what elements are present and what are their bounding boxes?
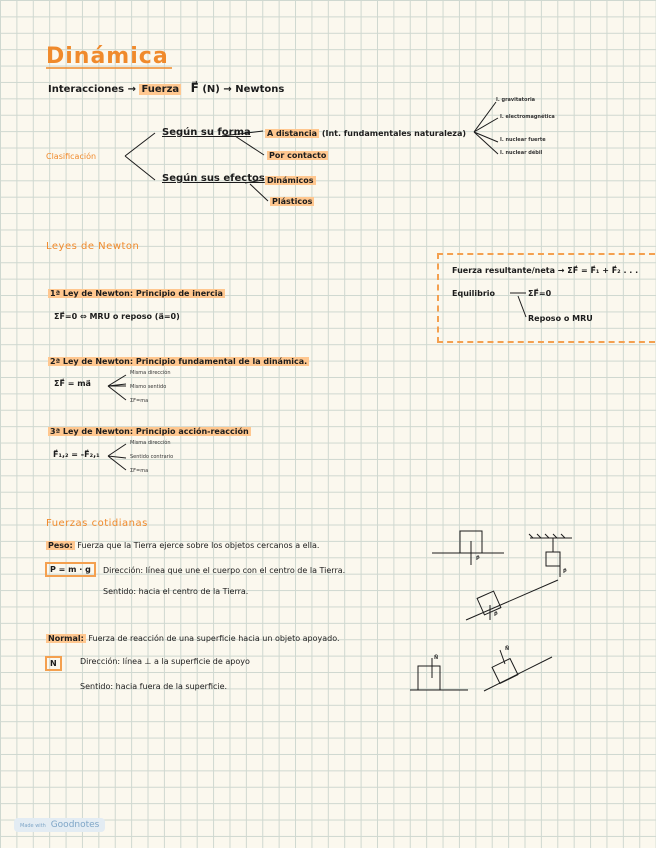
resultant-force-text: Fuerza resultante/neta → ΣF⃗ = F⃗₁ + F⃗₂ . . . (452, 266, 639, 275)
first-law-title-text: 1ª Ley de Newton: Principio de inercia (50, 289, 223, 298)
interaction-brace (474, 102, 498, 154)
intro-keyword: Fuerza (141, 84, 180, 95)
classification-label: Clasificación (46, 152, 97, 161)
third-law-title-text: 3ª Ley de Newton: Principio acción-reacción (50, 427, 249, 436)
first-law-formula: ΣF⃗=0 ⇔ MRU o reposo (a⃗=0) (54, 312, 180, 321)
second-law-formula: ΣF⃗ = ma⃗ (54, 379, 91, 388)
second-law-note-sum: ΣF=ma (130, 398, 149, 404)
interaction-gravitational: I. gravitatoria (496, 97, 536, 103)
by-effects-label: Según sus efectos (162, 173, 265, 184)
distance-label: A distancia (267, 129, 318, 138)
vector-label-p-2: P⃗ (563, 569, 567, 575)
force-symbol: F⃗ (190, 81, 199, 95)
hanging-box (546, 552, 560, 566)
page-title: Dinámica (46, 44, 169, 69)
watermark-prefix: Made with (20, 823, 46, 829)
interaction-weak: I. nuclear débil (500, 150, 543, 156)
equilibrium-label: Equilibrio (452, 289, 496, 298)
weight-sense: Sentido: hacia el centro de la Tierra. (103, 587, 249, 596)
weight-label: Peso: (48, 541, 73, 550)
intro-unit: (N) → Newtons (202, 84, 285, 95)
second-law-title-text: 2ª Ley de Newton: Principio fundamental de la dinámica. (50, 357, 308, 366)
effect-dynamic: Dinámicos (267, 176, 314, 185)
intro-prefix: Interacciones → (48, 84, 136, 95)
third-law-brace (108, 444, 126, 470)
third-law-note-sense: Sentido contrario (130, 454, 174, 460)
arrow-to-dynamic (245, 180, 263, 183)
classification-brace (125, 133, 155, 180)
interaction-electromagnetic: I. electromagnética (500, 114, 555, 120)
incline-1 (466, 580, 558, 620)
effect-plastic: Plásticos (272, 197, 313, 206)
ceiling (529, 534, 572, 538)
rest-label: Reposo o MRU (528, 314, 593, 323)
normal-label: Normal: (48, 634, 84, 643)
normal-sense: Sentido: hacia fuera de la superficie. (80, 682, 228, 691)
arrow-rest (518, 296, 526, 317)
arrow-to-distance (222, 131, 263, 136)
forces-heading: Fuerzas cotidianas (46, 518, 148, 529)
vector-label-p-3: P⃗ (494, 612, 498, 618)
second-law-note-direction: Misma dirección (130, 370, 171, 376)
by-form-label: Según su forma (162, 127, 251, 138)
goodnotes-watermark (14, 818, 105, 832)
normal-symbol-box: N (45, 656, 62, 671)
distance-note: (Int. fundamentales naturaleza) (321, 129, 467, 138)
second-law-note-sense: Mismo sentido (130, 384, 167, 390)
interaction-strong: I. nuclear fuerte (500, 137, 546, 143)
weight-formula-box: P = m · g (45, 562, 96, 577)
third-law-formula: F⃗₁,₂ = -F⃗₂,₁ (53, 450, 100, 459)
watermark-brand: Goodnotes (50, 820, 100, 830)
weight-direction: Dirección: línea que une el cuerpo con el centro de la Tierra. (103, 566, 346, 575)
vector-label-n-2: N⃗ (505, 646, 510, 652)
vector-label-n-1: N⃗ (434, 655, 439, 661)
box-normal-incline (492, 659, 518, 684)
arrow-to-plastic (250, 184, 268, 201)
vector-label-p-1: P⃗ (476, 556, 480, 562)
second-law-brace (108, 375, 126, 400)
box-normal-flat (418, 666, 440, 690)
third-law-note-direction: Misma dirección (130, 440, 171, 446)
contact-label: Por contacto (269, 151, 327, 160)
arrow-to-contact (235, 136, 264, 155)
laws-heading: Leyes de Newton (46, 241, 140, 252)
third-law-note-sum: ΣF=ma (130, 468, 149, 474)
normal-direction: Dirección: línea ⊥ a la superficie de apoyo (80, 657, 250, 666)
sum-zero-label: ΣF⃗=0 (528, 289, 552, 298)
weight-definition: Fuerza que la Tierra ejerce sobre los objetos cercanos a ella. (77, 541, 320, 550)
normal-definition: Fuerza de reacción de una superficie hacia un objeto apoyado. (88, 634, 340, 643)
